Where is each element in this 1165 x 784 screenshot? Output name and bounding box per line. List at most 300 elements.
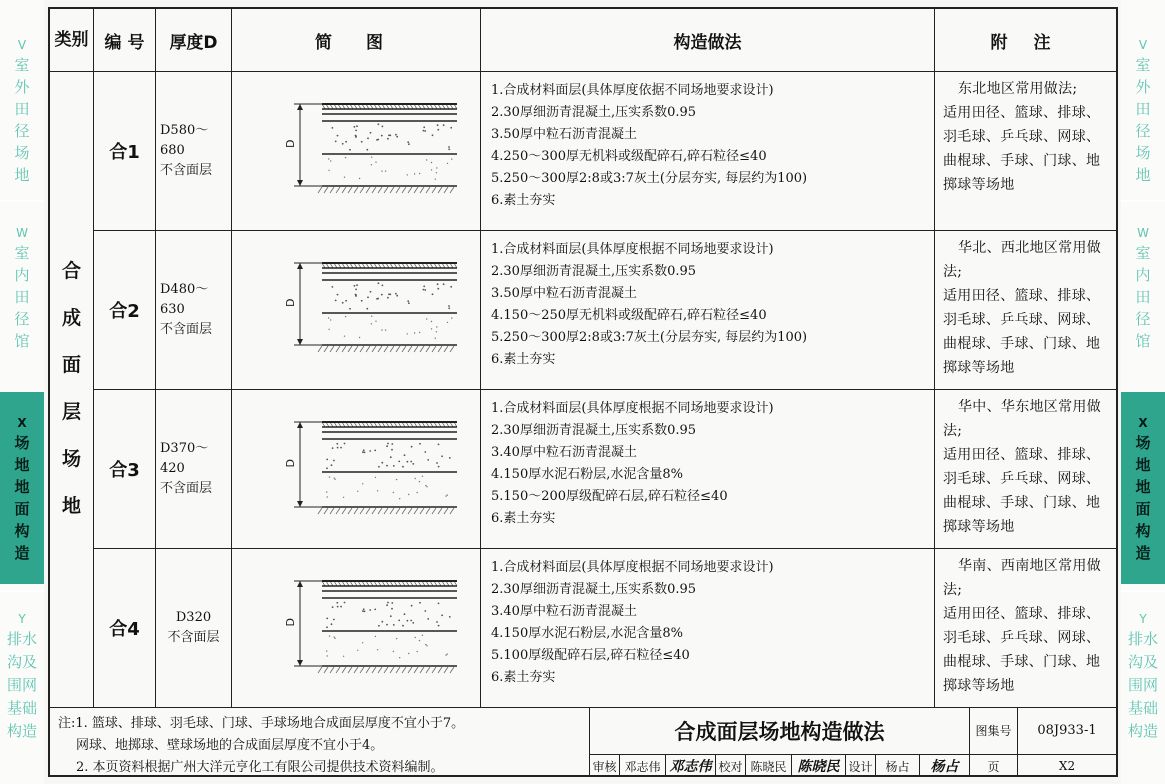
note-line: 羽毛球、乒乓球、网球、 (943, 471, 1101, 487)
soil-dot (436, 167, 437, 168)
soil-dot (385, 329, 386, 330)
reviewer-signature: 邓志伟 (666, 755, 716, 777)
layer-section-svg (232, 389, 480, 548)
footnote-line: 注:1. 篮球、排球、羽毛球、门球、手球场地合成面层厚度不宜小于7。 (58, 716, 465, 731)
tab-char: 外 (14, 78, 30, 96)
note-line: 适用田径、篮球、排球、 (943, 606, 1101, 622)
soil-dot (396, 479, 397, 480)
tab-char: 构造 (6, 722, 37, 740)
soil-dot (419, 481, 420, 482)
soil-dot (385, 170, 386, 171)
soil-dot (344, 177, 345, 178)
soil-dot (419, 640, 420, 641)
soil-dot (375, 162, 376, 163)
aggregate-dot (326, 626, 328, 628)
soil-dot (327, 496, 328, 497)
aggregate-dot (342, 302, 344, 304)
soil-dot (393, 651, 394, 652)
category-char: 场 (61, 448, 81, 470)
aggregate-dot (398, 620, 400, 622)
dimension-label: D (284, 618, 297, 627)
designer-name: 杨占 (876, 755, 920, 777)
ground-hatch (366, 667, 370, 673)
soil-dot (407, 333, 408, 334)
method-step: 3.50厚中粒石沥青混凝土 (491, 286, 637, 301)
ground-hatch (366, 346, 370, 352)
aggregate-dot (443, 124, 445, 126)
aggregate-dot (337, 447, 339, 449)
note-line: 曲棍球、手球、门球、地 (943, 495, 1101, 511)
thickness-range: D480～630 (160, 281, 209, 317)
soil-dot (426, 645, 427, 646)
soil-dot (431, 162, 432, 163)
tab-char: 室 (1135, 56, 1151, 74)
ground-hatch (330, 346, 334, 352)
tab-char: 内 (1135, 266, 1151, 284)
aggregate-dot (381, 135, 383, 137)
tab-code: X (17, 416, 27, 430)
aggregate-dot (423, 285, 425, 287)
aggregate-dot (382, 285, 384, 287)
ground-hatch (324, 508, 328, 514)
aggregate-dot (395, 293, 397, 295)
aggregate-dot (436, 462, 438, 464)
index-tab-v[interactable] (1121, 30, 1165, 200)
soil-dot (326, 650, 327, 651)
aggregate-dot (424, 289, 426, 291)
aggregate-dot (402, 625, 404, 627)
method-step: 1.合成材料面层(具体厚度根据不同场地要求设计) (491, 560, 774, 575)
soil-dot (436, 326, 437, 327)
soil-dot (447, 163, 448, 164)
layer-section-svg (232, 548, 480, 707)
ground-hatch (390, 187, 394, 193)
note-line: 华北、西北地区常用做 (958, 240, 1101, 256)
tab-code: Y (18, 612, 26, 626)
aggregate-dot (390, 615, 392, 617)
ground-hatch (426, 508, 430, 514)
index-tab-x[interactable] (1121, 392, 1165, 584)
aggregate-dot (424, 610, 426, 612)
ground-hatch (426, 187, 430, 193)
ground-hatch (318, 346, 322, 352)
tab-char: 径 (14, 122, 30, 140)
ground-hatch (330, 667, 334, 673)
ground-hatch (324, 346, 328, 352)
dimension-arrow (297, 104, 303, 110)
ground-hatch (372, 667, 376, 673)
ground-hatch (414, 667, 418, 673)
row-note (935, 71, 1116, 230)
aggregate-dot (364, 452, 366, 454)
ground-hatch (438, 346, 442, 352)
tab-char: 场 (1135, 434, 1151, 452)
aggregate-dot (448, 307, 450, 309)
index-tab-w[interactable] (0, 200, 44, 392)
soil-dot (447, 322, 448, 323)
category-char: 面 (61, 354, 81, 376)
soil-dot (345, 316, 346, 317)
tab-char: 田 (14, 288, 30, 306)
aggregate-dot (367, 296, 369, 298)
soil-dot (377, 649, 378, 650)
tab-code: X (1138, 416, 1148, 430)
aggregate-dot (387, 443, 389, 445)
ground-hatch (342, 346, 346, 352)
aggregate-dot (356, 125, 358, 127)
aggregate-dot (378, 466, 380, 468)
method-step: 6.素土夯实 (491, 670, 556, 685)
drawing-sheet (48, 7, 1118, 777)
aggregate-dot (438, 603, 440, 605)
ground-hatch (438, 667, 442, 673)
aggregate-dot (342, 143, 344, 145)
index-tab-v[interactable] (0, 30, 44, 200)
dimension-arrow (297, 422, 303, 428)
category-cell (50, 71, 94, 707)
aggregate-dot (364, 611, 366, 613)
section-diagram (232, 71, 481, 230)
note-line: 华中、华东地区常用做 (958, 399, 1101, 415)
soil-dot (334, 638, 335, 639)
aggregate-dot (335, 300, 337, 302)
aggregate-dot (331, 623, 333, 625)
ground-hatch (414, 346, 418, 352)
aggregate-dot (391, 449, 393, 451)
soil-dot (417, 651, 418, 652)
ground-hatch (396, 667, 400, 673)
row-thickness (156, 389, 232, 548)
aggregate-dot (366, 149, 368, 151)
aggregate-dot (340, 606, 342, 608)
aggregate-dot (335, 141, 337, 143)
aggregate-dot (448, 146, 450, 148)
dimension-arrow (297, 501, 303, 507)
aggregate-dot (349, 308, 351, 310)
aggregate-dot (407, 141, 409, 143)
soil-dot (327, 655, 328, 656)
ground-hatch (354, 508, 358, 514)
checker-name: 陈晓民 (746, 755, 792, 777)
soil-dot (399, 657, 400, 658)
aggregate-dot (344, 443, 346, 445)
ground-hatch (408, 667, 412, 673)
ground-hatch (324, 667, 328, 673)
aggregate-dot (367, 137, 369, 139)
aggregate-dot (370, 132, 372, 134)
dimension-arrow (297, 180, 303, 186)
aggregate-dot (381, 462, 383, 464)
soil-dot (371, 316, 372, 317)
ground-hatch (384, 346, 388, 352)
note-line: 适用田径、篮球、排球、 (943, 105, 1101, 121)
page-number: X2 (1058, 759, 1076, 773)
ground-hatch (396, 187, 400, 193)
tab-char: 径 (14, 310, 30, 328)
soil-dot (329, 476, 330, 477)
aggregate-dot (332, 447, 334, 449)
thickness-note: 不含面层 (160, 480, 213, 496)
aggregate-dot (378, 625, 380, 627)
ground-hatch (318, 508, 322, 514)
ground-hatch (396, 508, 400, 514)
ground-hatch (402, 508, 406, 514)
aggregate-dot (449, 616, 451, 618)
ground-hatch (342, 508, 346, 514)
method-step: 6.素土夯实 (491, 193, 556, 208)
ground-hatch (444, 508, 448, 514)
left-index-strip (0, 0, 44, 784)
aggregate-dot (437, 124, 439, 126)
aggregate-dot (387, 297, 389, 299)
ground-hatch (402, 667, 406, 673)
soil-dot (425, 644, 426, 645)
tab-char: 地 (14, 166, 30, 184)
aggregate-dot (326, 618, 328, 620)
ground-hatch (342, 667, 346, 673)
method-step: 6.素土夯实 (491, 511, 556, 526)
tab-char: 排水 (1127, 630, 1158, 648)
aggregate-dot (355, 135, 357, 137)
thickness-note: 不含面层 (160, 321, 213, 337)
aggregate-dot (436, 621, 438, 623)
row-code: 合1 (94, 71, 156, 230)
ground-hatch (360, 667, 364, 673)
aggregate-dot (381, 294, 383, 296)
index-tab-y[interactable] (1121, 590, 1165, 780)
tab-char: 基础 (6, 699, 37, 717)
note-line: 曲棍球、手球、门球、地 (943, 336, 1101, 352)
soil-dot (431, 169, 432, 170)
review-label: 审核 (590, 755, 620, 777)
aggregate-dot (355, 130, 357, 132)
soil-dot (408, 494, 409, 495)
aggregate-dot (387, 602, 389, 604)
soil-dot (426, 486, 427, 487)
soil-dot (451, 317, 452, 318)
soil-dot (357, 650, 358, 651)
ground-hatch (330, 187, 334, 193)
ground-hatch (384, 187, 388, 193)
tab-char: 馆 (1135, 332, 1151, 350)
note-line: 掷球等场地 (943, 360, 1015, 376)
thickness-range: D370～420 (160, 440, 209, 476)
soil-dot (435, 179, 436, 180)
note-line: 羽毛球、乒乓球、网球、 (943, 129, 1101, 145)
dimension-label: D (284, 298, 297, 307)
soil-dot (357, 491, 358, 492)
tab-code: W (16, 226, 28, 240)
note-line: 适用田径、篮球、排球、 (943, 288, 1101, 304)
method-step: 1.合成材料面层(具体厚度根据不同场地要求设计) (491, 242, 774, 257)
aggregate-dot (391, 443, 393, 445)
category-char: 合 (61, 260, 81, 282)
note-line: 掷球等场地 (943, 519, 1015, 535)
thickness-note: 不含面层 (160, 162, 213, 178)
tab-code: V (1138, 38, 1148, 52)
aggregate-dot (432, 134, 434, 136)
thickness-note: 不含面层 (167, 629, 220, 645)
soil-dot (393, 492, 394, 493)
row-code: 合2 (94, 230, 156, 389)
section-diagram (232, 230, 481, 389)
ground-hatch (348, 508, 352, 514)
thickness-range: D320 (175, 609, 212, 625)
aggregate-dot (404, 613, 406, 615)
aggregate-dot (362, 610, 364, 612)
aggregate-dot (333, 619, 335, 621)
aggregate-dot (419, 443, 421, 445)
atlas-number: 08J933-1 (1018, 707, 1116, 755)
layer-section-svg (232, 71, 480, 230)
index-tab-y[interactable] (0, 590, 44, 780)
aggregate-dot (340, 447, 342, 449)
ground-hatch (336, 187, 340, 193)
soil-dot (445, 495, 446, 496)
aggregate-dot (386, 624, 388, 626)
soil-dot (436, 172, 437, 173)
tab-char: 田 (1135, 100, 1151, 118)
dimension-label: D (284, 459, 297, 468)
dimension-arrow (297, 339, 303, 345)
dimension-arrow (297, 263, 303, 269)
aggregate-dot (450, 127, 452, 129)
soil-dot (328, 329, 329, 330)
aggregate-dot (381, 621, 383, 623)
soil-dot (359, 178, 360, 179)
checker-signature: 陈晓民 (792, 755, 846, 777)
tab-char: 田 (14, 100, 30, 118)
aggregate-dot (407, 300, 409, 302)
ground-hatch (360, 508, 364, 514)
category-char: 成 (61, 307, 81, 329)
soil-dot (396, 638, 397, 639)
method-step: 3.50厚中粒石沥青混凝土 (491, 127, 637, 142)
ground-hatch (378, 667, 382, 673)
ground-hatch (354, 187, 358, 193)
note-line: 掷球等场地 (943, 678, 1015, 694)
aggregate-dot (382, 126, 384, 128)
soil-dot (426, 159, 427, 160)
tab-char: 外 (1135, 78, 1151, 96)
tab-char: 地 (1135, 166, 1151, 184)
ground-hatch (420, 667, 424, 673)
note-line: 法; (943, 423, 963, 439)
soil-dot (447, 494, 448, 495)
soil-dot (419, 332, 420, 333)
aggregate-dot (408, 302, 410, 304)
soil-dot (330, 160, 331, 161)
construction-method (481, 71, 935, 230)
tab-char: 构造 (1127, 722, 1158, 740)
index-tab-x[interactable] (0, 392, 44, 584)
soil-dot (334, 479, 335, 480)
section-diagram (232, 389, 481, 548)
soil-dot (431, 328, 432, 329)
ground-hatch (354, 667, 358, 673)
soil-dot (435, 338, 436, 339)
ground-hatch (390, 508, 394, 514)
soil-dot (371, 157, 372, 158)
soil-dot (414, 173, 415, 174)
tab-char: 田 (1135, 288, 1151, 306)
footnote-line: 2. 本页资料根据广州大洋元亨化工有限公司提供技术资料编制。 (76, 760, 444, 775)
tab-char: 沟及 (1127, 653, 1158, 671)
aggregate-dot (395, 134, 397, 136)
aggregate-dot (432, 293, 434, 295)
aggregate-dot (387, 138, 389, 140)
aggregate-dot (396, 295, 398, 297)
method-step: 4.250～300厚无机料或级配碎石,碎石粒径≤40 (491, 149, 767, 164)
tab-char: 室 (14, 244, 30, 262)
note-line: 掷球等场地 (943, 177, 1015, 193)
aggregate-dot (438, 625, 440, 627)
ground-hatch (366, 508, 370, 514)
soil-dot (451, 158, 452, 159)
ground-hatch (378, 346, 382, 352)
aggregate-dot (336, 602, 338, 604)
aggregate-dot (441, 614, 443, 616)
aggregate-dot (437, 129, 439, 131)
tab-char: 内 (14, 266, 30, 284)
ground-hatch (372, 346, 376, 352)
method-step: 2.30厚细沥青混凝土,压实系数0.95 (491, 264, 697, 279)
ground-hatch (432, 187, 436, 193)
reviewer-name: 邓志伟 (620, 755, 666, 777)
category-char: 地 (61, 495, 81, 517)
row-thickness (156, 230, 232, 389)
method-step: 3.40厚中粒石沥青混凝土 (491, 445, 637, 460)
row-note (935, 389, 1116, 548)
note-line: 羽毛球、乒乓球、网球、 (943, 312, 1101, 328)
method-step: 4.150厚水泥石粉层,水泥含量8% (491, 626, 683, 641)
soil-dot (431, 321, 432, 322)
aggregate-dot (393, 465, 395, 467)
ground-hatch (330, 508, 334, 514)
aggregate-dot (354, 285, 356, 287)
aggregate-dot (354, 126, 356, 128)
soil-dot (344, 336, 345, 337)
aggregate-dot (388, 134, 390, 136)
method-step: 6.素土夯实 (491, 352, 556, 367)
section-diagram (232, 548, 481, 707)
soil-dot (334, 477, 335, 478)
soil-dot (415, 637, 416, 638)
dimension-arrow (297, 581, 303, 587)
index-tab-w[interactable] (1121, 200, 1165, 392)
row-note (935, 230, 1116, 389)
ground-hatch (450, 187, 454, 193)
aggregate-dot (370, 291, 372, 293)
tab-char: 基础 (1127, 699, 1158, 717)
header-number: 编 号 (94, 9, 156, 71)
soil-dot (362, 483, 363, 484)
construction-method (481, 230, 935, 389)
ground-hatch (318, 187, 322, 193)
soil-dot (377, 490, 378, 491)
aggregate-dot (386, 604, 388, 606)
tab-char: 径 (1135, 310, 1151, 328)
aggregate-dot (378, 123, 380, 125)
aggregate-dot (407, 620, 409, 622)
ground-hatch (378, 187, 382, 193)
note-line: 法; (943, 582, 963, 598)
soil-dot (408, 653, 409, 654)
soil-dot (415, 478, 416, 479)
tab-char: 构 (1135, 522, 1151, 540)
footnotes (50, 707, 590, 777)
category-char: 层 (61, 401, 81, 423)
